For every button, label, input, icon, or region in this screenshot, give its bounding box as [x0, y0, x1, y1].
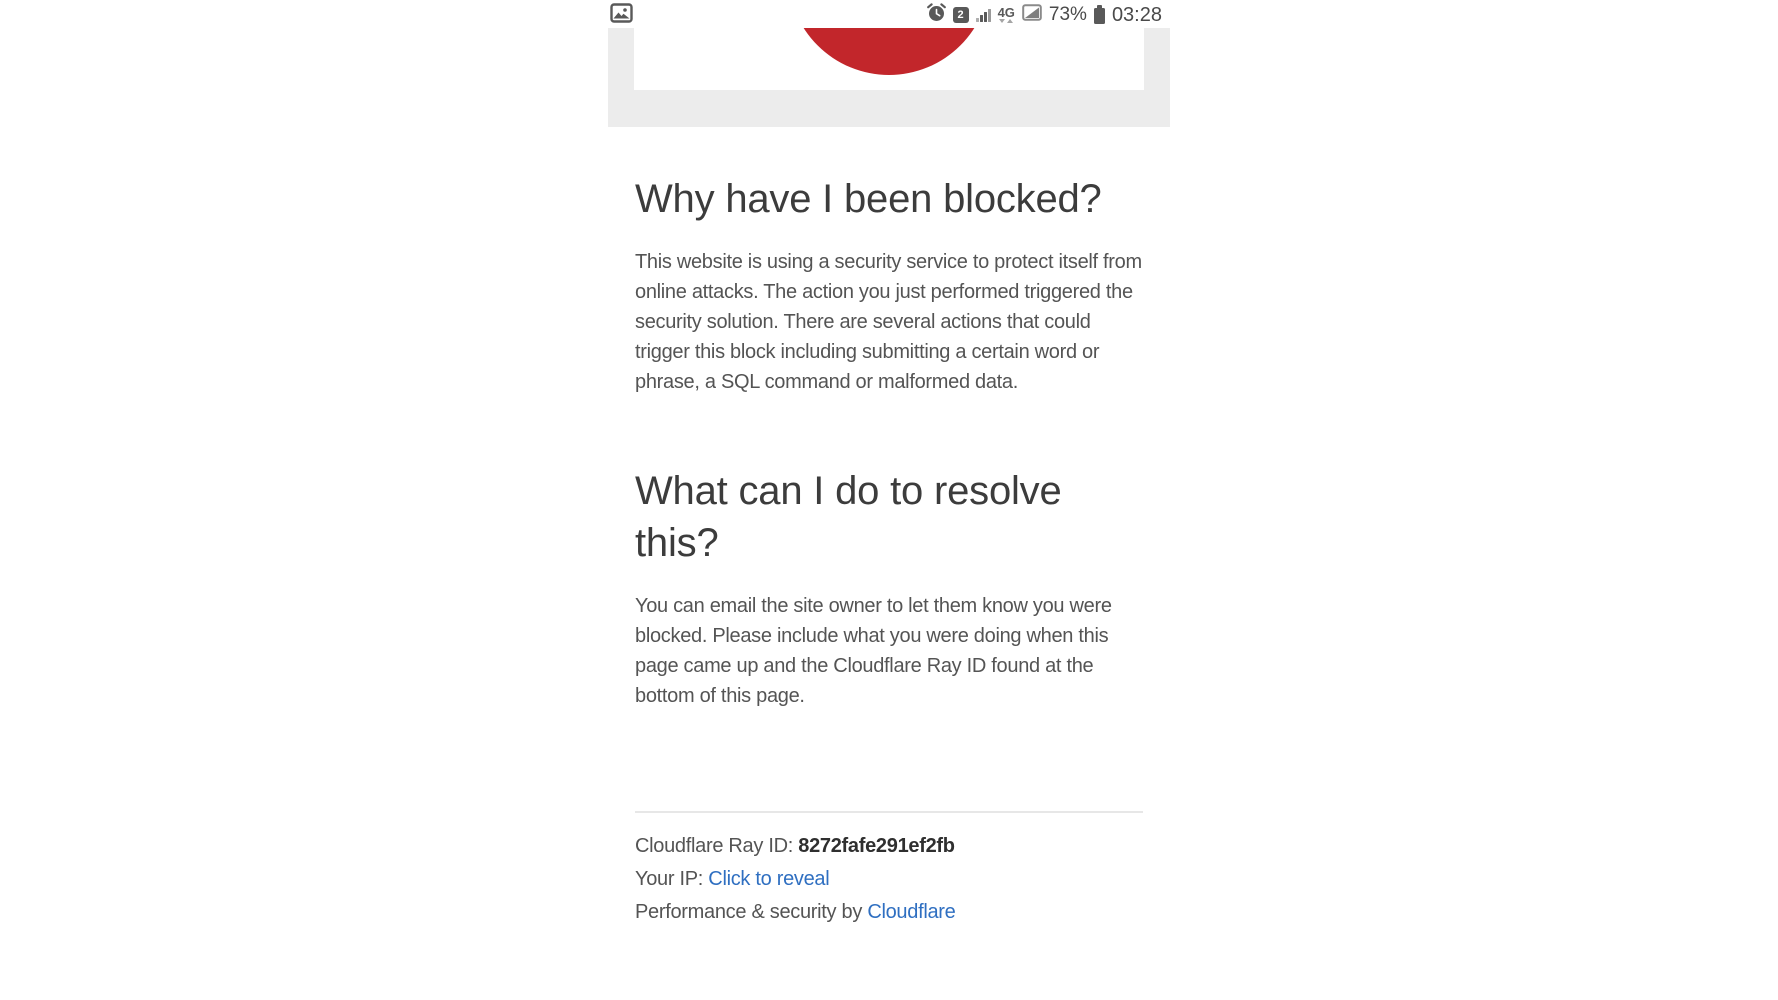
footer [635, 836, 1143, 922]
mobile-data-icon [1022, 4, 1042, 26]
blocked-red-circle-icon [788, 28, 990, 75]
ip-row [635, 869, 1143, 889]
error-illustration-panel [608, 28, 1170, 127]
battery-percent: 73% [1048, 4, 1087, 25]
data-arrows-icon [999, 19, 1013, 23]
clock-time: 03:28 [1111, 3, 1162, 26]
network-4g-label: 4G [997, 5, 1015, 20]
ray-id-label: Cloudflare Ray ID: [635, 835, 793, 857]
para-why-blocked: This website is using a security service to protect itself from online attacks. The action you just performed triggered the security solution. There are several actions that could trigger this block including submitting a certain word or phrase, a SQL command or malformed data. [635, 251, 1142, 393]
phone-viewport [608, 0, 1170, 922]
battery-icon [1094, 8, 1105, 24]
para-resolve: You can email the site owner to let them know you were blocked. Please include what you were doing when this page came up and the Cloudflare Ray ID found at the bottom of this page. [635, 595, 1112, 707]
performance-row [635, 902, 1143, 922]
sim2-badge: 2 [953, 7, 969, 23]
heading-why-blocked: Why have I been blocked? [635, 177, 1102, 221]
signal-strength-icon [976, 8, 991, 22]
heading-resolve: What can I do to resolve this? [635, 469, 1062, 565]
alarm-icon [927, 3, 946, 27]
status-bar [608, 0, 1170, 28]
error-illustration-canvas [634, 28, 1144, 90]
ray-id-row [635, 836, 1143, 856]
footer-divider [635, 811, 1143, 813]
ip-label: Your IP: [635, 868, 704, 890]
click-to-reveal-link[interactable]: Click to reveal [708, 868, 830, 890]
image-icon [610, 3, 633, 28]
status-indicators [927, 3, 1162, 27]
cloudflare-link[interactable]: Cloudflare [867, 901, 956, 923]
cloudflare-block-page [608, 173, 1170, 922]
performance-label: Performance & security by [635, 901, 863, 923]
network-4g-icon [998, 7, 1015, 23]
ray-id-value: 8272fafe291ef2fb [798, 835, 955, 857]
